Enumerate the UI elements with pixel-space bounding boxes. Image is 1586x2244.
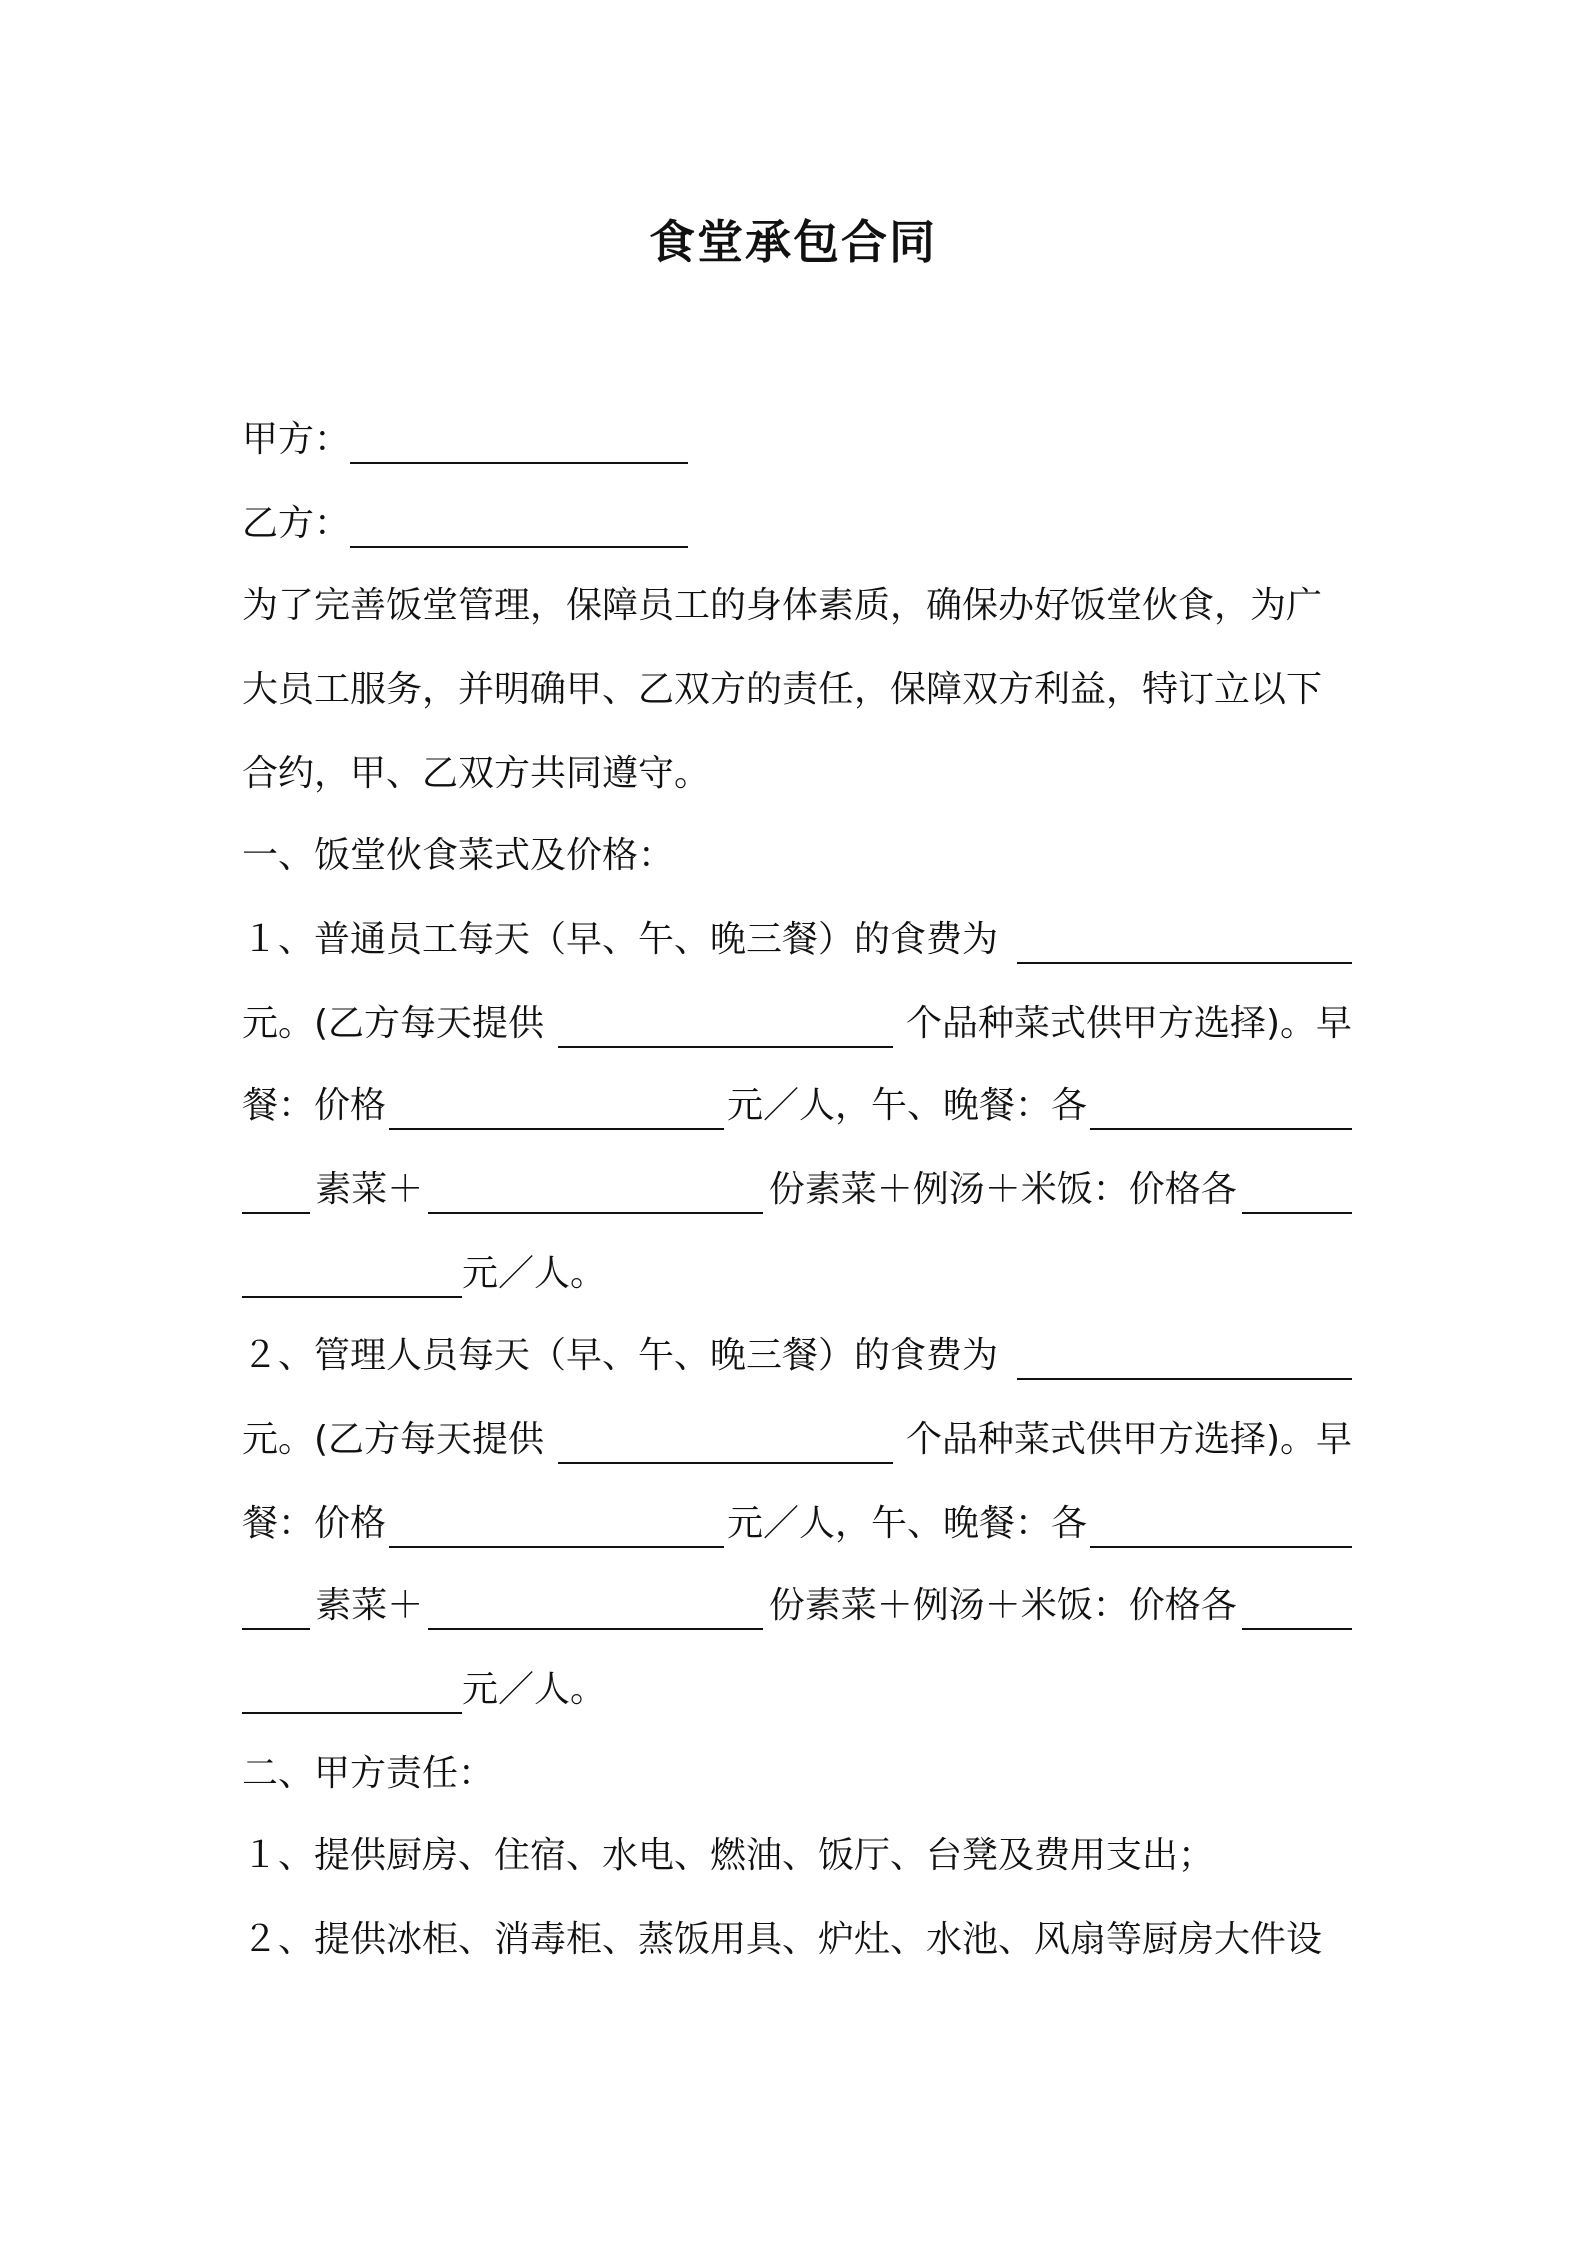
item2-text-d2: 份素菜＋例汤＋米饭：价格各 [768, 1585, 1237, 1626]
item1-text-b2: 个品种菜式供甲方选择)。早 [905, 1003, 1352, 1044]
item1-price-blank-a [1242, 1168, 1352, 1214]
item1-text-d1: 素菜＋ [315, 1169, 424, 1210]
item1-text-e: 元／人。 [462, 1253, 607, 1294]
item2-line-d [242, 1576, 1352, 1636]
section2-item2 [242, 1910, 1352, 1970]
item2-text-a: ２、管理人员每天（早、午、晚三餐）的食费为 [242, 1335, 999, 1376]
item2-lunch-count-blank [1090, 1502, 1352, 1548]
section2-item1-text: １、提供厨房、住宿、水电、燃油、饭厅、台凳及费用支出； [242, 1835, 1215, 1876]
item2-line-c [242, 1494, 1352, 1554]
item2-text-c1: 餐：价格 [242, 1503, 387, 1544]
item2-line-e [242, 1660, 1352, 1720]
item1-line-e [242, 1244, 1352, 1304]
item1-fee-blank [1017, 918, 1352, 964]
item2-veg-count-blank [428, 1584, 763, 1630]
item1-lunch-count-blank [1090, 1084, 1352, 1130]
party-b-line [242, 494, 1352, 554]
intro-line-2 [242, 660, 1352, 720]
party-b-label: 乙方： [242, 503, 351, 544]
item1-text-c2: 元／人，午、晚餐：各 [726, 1085, 1087, 1126]
intro-line-1 [242, 576, 1352, 636]
section1-heading [242, 826, 1352, 886]
party-a-label: 甲方： [242, 419, 351, 460]
item1-price-blank-b [242, 1252, 462, 1298]
intro-text-1: 为了完善饭堂管理，保障员工的身体素质，确保办好饭堂伙食，为广 [242, 585, 1323, 626]
intro-text-3: 合约，甲、乙双方共同遵守。 [242, 753, 711, 794]
section2-item1 [242, 1826, 1352, 1886]
section2-heading-text: 二、甲方责任： [242, 1753, 495, 1794]
item1-line-c [242, 1076, 1352, 1136]
party-b-blank [350, 502, 688, 548]
item1-text-d2: 份素菜＋例汤＋米饭：价格各 [768, 1169, 1237, 1210]
item2-line-b [242, 1410, 1352, 1470]
document-title: 食堂承包合同 [649, 215, 937, 269]
item1-text-a: １、普通员工每天（早、午、晚三餐）的食费为 [242, 919, 999, 960]
item2-text-e: 元／人。 [462, 1669, 607, 1710]
item1-text-b1: 元。(乙方每天提供 [242, 1003, 545, 1044]
item2-text-c2: 元／人，午、晚餐：各 [726, 1503, 1087, 1544]
party-a-blank [350, 418, 688, 464]
item2-line-a [242, 1326, 1352, 1386]
item1-line-a [242, 910, 1352, 970]
section1-heading-text: 一、饭堂伙食菜式及价格： [242, 835, 675, 876]
item2-price-blank-a [1242, 1584, 1352, 1630]
item2-breakfast-price-blank [389, 1502, 724, 1548]
item1-text-c1: 餐：价格 [242, 1085, 387, 1126]
item1-veg-count-blank [428, 1168, 763, 1214]
item1-line-d [242, 1160, 1352, 1220]
item2-fee-blank [1017, 1334, 1352, 1380]
item2-dish-count-blank [558, 1418, 893, 1464]
item1-dish-count-blank [558, 1002, 893, 1048]
section2-item2-text: ２、提供冰柜、消毒柜、蒸饭用具、炉灶、水池、风扇等厨房大件设 [242, 1919, 1323, 1960]
item2-price-blank-b [242, 1668, 462, 1714]
party-a-line [242, 410, 1352, 470]
item1-line-b [242, 994, 1352, 1054]
item1-meat-blank [242, 1168, 310, 1214]
intro-line-3 [242, 744, 1352, 804]
item2-text-d1: 素菜＋ [315, 1585, 424, 1626]
item2-meat-blank [242, 1584, 310, 1630]
section2-heading [242, 1744, 1352, 1804]
item1-breakfast-price-blank [389, 1084, 724, 1130]
item2-text-b2: 个品种菜式供甲方选择)。早 [905, 1419, 1352, 1460]
item2-text-b1: 元。(乙方每天提供 [242, 1419, 545, 1460]
intro-text-2: 大员工服务，并明确甲、乙双方的责任，保障双方利益，特订立以下 [242, 669, 1323, 710]
